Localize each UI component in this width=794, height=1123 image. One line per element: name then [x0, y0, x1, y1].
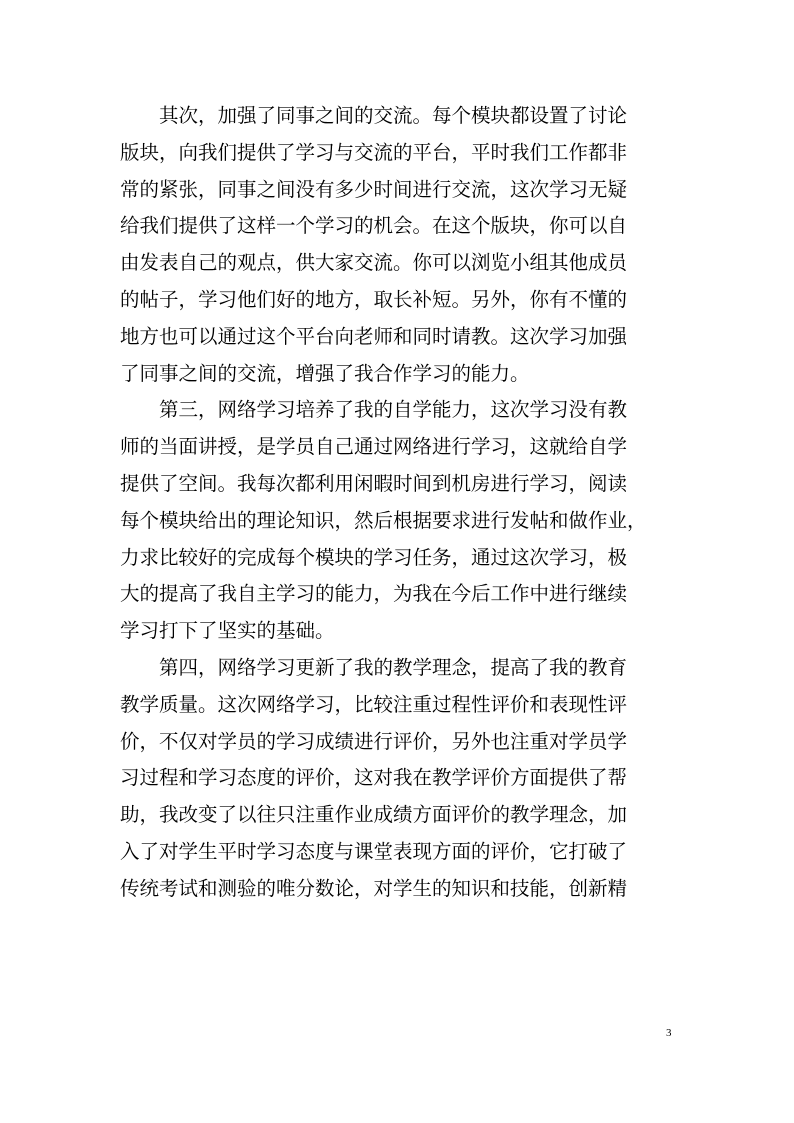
text-line: 大的提高了我自主学习的能力，为我在今后工作中进行继续: [120, 582, 628, 606]
text-line: 助，我改变了以往只注重作业成绩方面评价的教学理念，加: [120, 803, 628, 827]
text-line: 版块，向我们提供了学习与交流的平台，平时我们工作都非: [120, 140, 628, 164]
text-line: 第三，网络学习培养了我的自学能力，这次学习没有教: [120, 398, 628, 422]
text-line: 学习打下了坚实的基础。: [120, 619, 335, 643]
text-line: 入了对学生平时学习态度与课堂表现方面的评价，它打破了: [120, 839, 628, 863]
text-line: 由发表自己的观点，供大家交流。你可以浏览小组其他成员: [120, 251, 628, 275]
paragraph-teaching-concept: [120, 650, 680, 908]
text-line: 其次，加强了同事之间的交流。每个模块都设置了讨论: [120, 104, 628, 127]
text-line: 第四，网络学习更新了我的教学理念，提高了我的教育: [120, 655, 628, 679]
text-line: 传统考试和测验的唯分数论，对学生的知识和技能，创新精: [120, 876, 628, 900]
paragraph-exchange: [120, 98, 680, 392]
document-body: [120, 98, 680, 908]
text-line: 习过程和学习态度的评价，这对我在教学评价方面提供了帮: [120, 766, 628, 790]
text-line: 价，不仅对学员的学习成绩进行评价，另外也注重对学员学: [120, 729, 628, 753]
page-number: 3: [666, 1027, 672, 1039]
text-line: 给我们提供了这样一个学习的机会。在这个版块，你可以自: [120, 214, 628, 238]
text-line: 了同事之间的交流，增强了我合作学习的能力。: [120, 361, 530, 385]
text-line: 师的当面讲授，是学员自己通过网络进行学习，这就给自学: [120, 435, 628, 459]
text-line: 提供了空间。我每次都利用闲暇时间到机房进行学习，阅读: [120, 471, 628, 495]
paragraph-self-study: [120, 392, 680, 650]
text-line: 的帖子，学习他们好的地方，取长补短。另外，你有不懂的: [120, 287, 628, 311]
text-line: 地方也可以通过这个平台向老师和同时请教。这次学习加强: [120, 324, 628, 348]
text-line: 力求比较好的完成每个模块的学习任务，通过这次学习，极: [120, 545, 628, 569]
text-line: 教学质量。这次网络学习，比较注重过程性评价和表现性评: [120, 692, 628, 716]
text-line: 常的紧张，同事之间没有多少时间进行交流，这次学习无疑: [120, 177, 628, 201]
text-line: 每个模块给出的理论知识，然后根据要求进行发帖和做作业，: [120, 508, 647, 532]
